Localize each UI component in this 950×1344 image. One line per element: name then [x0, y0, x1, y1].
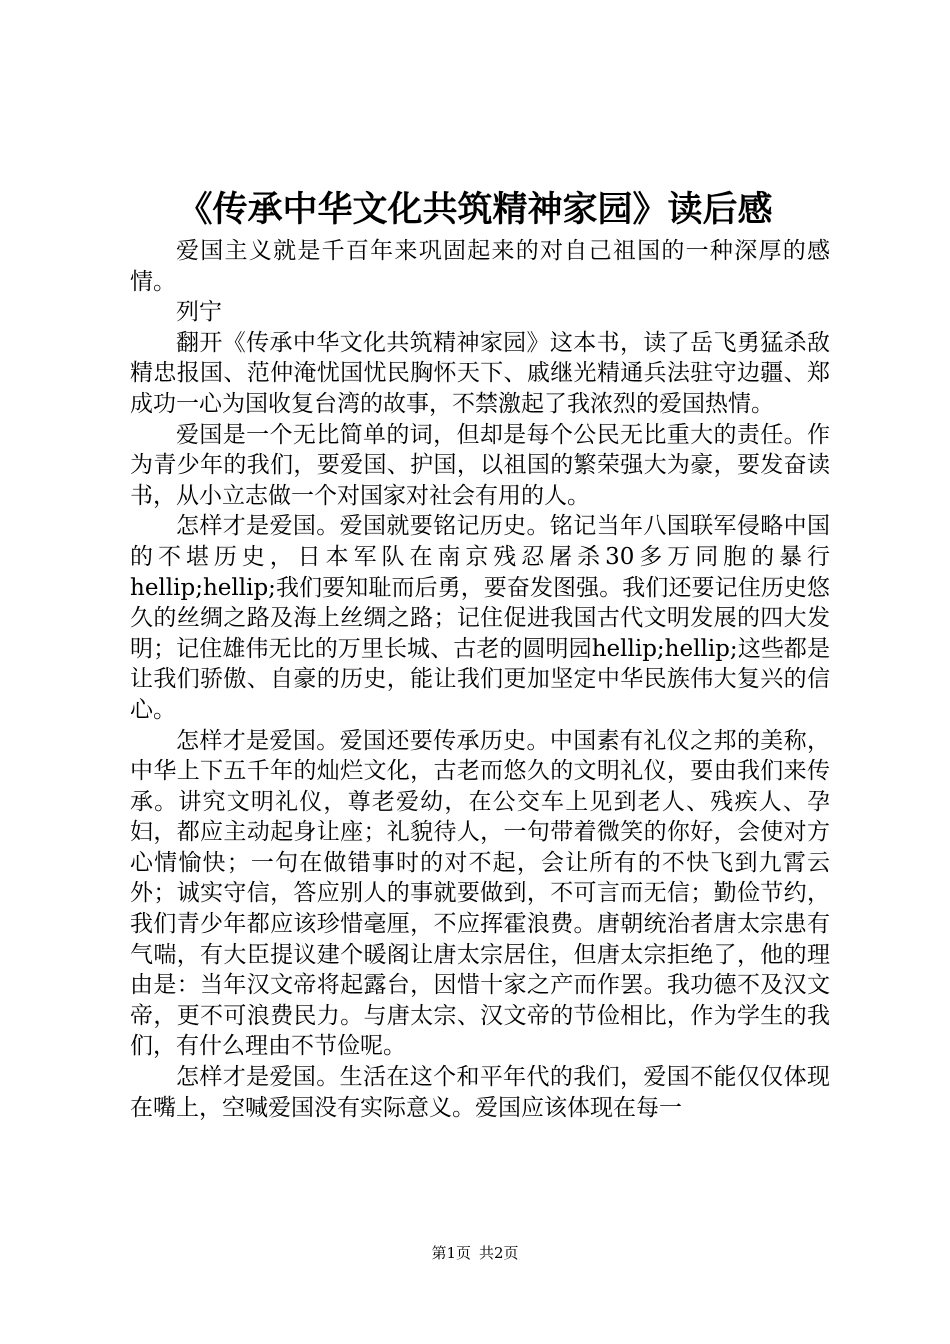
document-body: [130, 236, 830, 1123]
page-number-current: 第1页: [431, 1244, 471, 1262]
page-number-total: 共2页: [479, 1244, 519, 1262]
paragraph-quote-author: 列宁: [176, 299, 222, 326]
paragraph-book-intro: 翻开《传承中华文化共筑精神家园》这本书，读了岳飞勇猛杀敌精忠报国、范仲淹忧国忧民胸怀天下、戚继光精通兵法驻守边疆、郑成功一心为国收复台湾的故事，不禁激起了我浓烈的爱国热情。: [130, 329, 830, 417]
paragraph-daily-life: 怎样才是爱国。生活在这个和平年代的我们，爱国不能仅仅体现在嘴上，空喊爱国没有实际意义。爱国应该体现在每一: [130, 1064, 830, 1121]
paragraph-responsibility: 爱国是一个无比简单的词，但却是每个公民无比重大的责任。作为青少年的我们，要爱国、护国，以祖国的繁荣强大为豪，要发奋读书，从小立志做一个对国家对社会有用的人。: [130, 421, 830, 509]
document-title: 《传承中华文化共筑精神家园》读后感: [177, 190, 773, 230]
paragraph-remember-history: 怎样才是爱国。爱国就要铭记历史。铭记当年八国联军侵略中国的不堪历史，日本军队在南京残忍屠杀30多万同胞的暴行hellip;hellip;我们要知耻而后勇，要奋发图强。我们还要记住历史悠久的丝绸之路及海上丝绸之路；记住促进我国古代文明发展的四大发明；记住雄伟无比的万里长城、古老的圆明园hellip;hellip;这些都是让我们骄傲、自豪的历史，能让我们更加坚定中华民族伟大复兴的信心。: [130, 513, 830, 723]
paragraph-inherit-history: 怎样才是爱国。爱国还要传承历史。中国素有礼仪之邦的美称，中华上下五千年的灿烂文化，古老而悠久的文明礼仪，要由我们来传承。讲究文明礼仪，尊老爱幼，在公交车上见到老人、残疾人、孕妇，都应主动起身让座；礼貌待人，一句带着微笑的你好，会使对方心情愉快；一句在做错事时的对不起，会让所有的不快飞到九霄云外；诚实守信，答应别人的事就要做到，不可言而无信；勤俭节约，我们青少年都应该珍惜毫厘，不应挥霍浪费。唐朝统治者唐太宗患有气喘，有大臣提议建个暖阁让唐太宗居住，但唐太宗拒绝了，他的理由是：当年汉文帝将起露台，因惜十家之产而作罢。我功德不及汉文帝，更不可浪费民力。与唐太宗、汉文帝的节俭相比，作为学生的我们，有什么理由不节俭呢。: [130, 727, 830, 1060]
paragraph-quote: 爱国主义就是千百年来巩固起来的对自己祖国的一种深厚的感情。: [130, 238, 830, 295]
page-footer: [0, 1242, 950, 1264]
